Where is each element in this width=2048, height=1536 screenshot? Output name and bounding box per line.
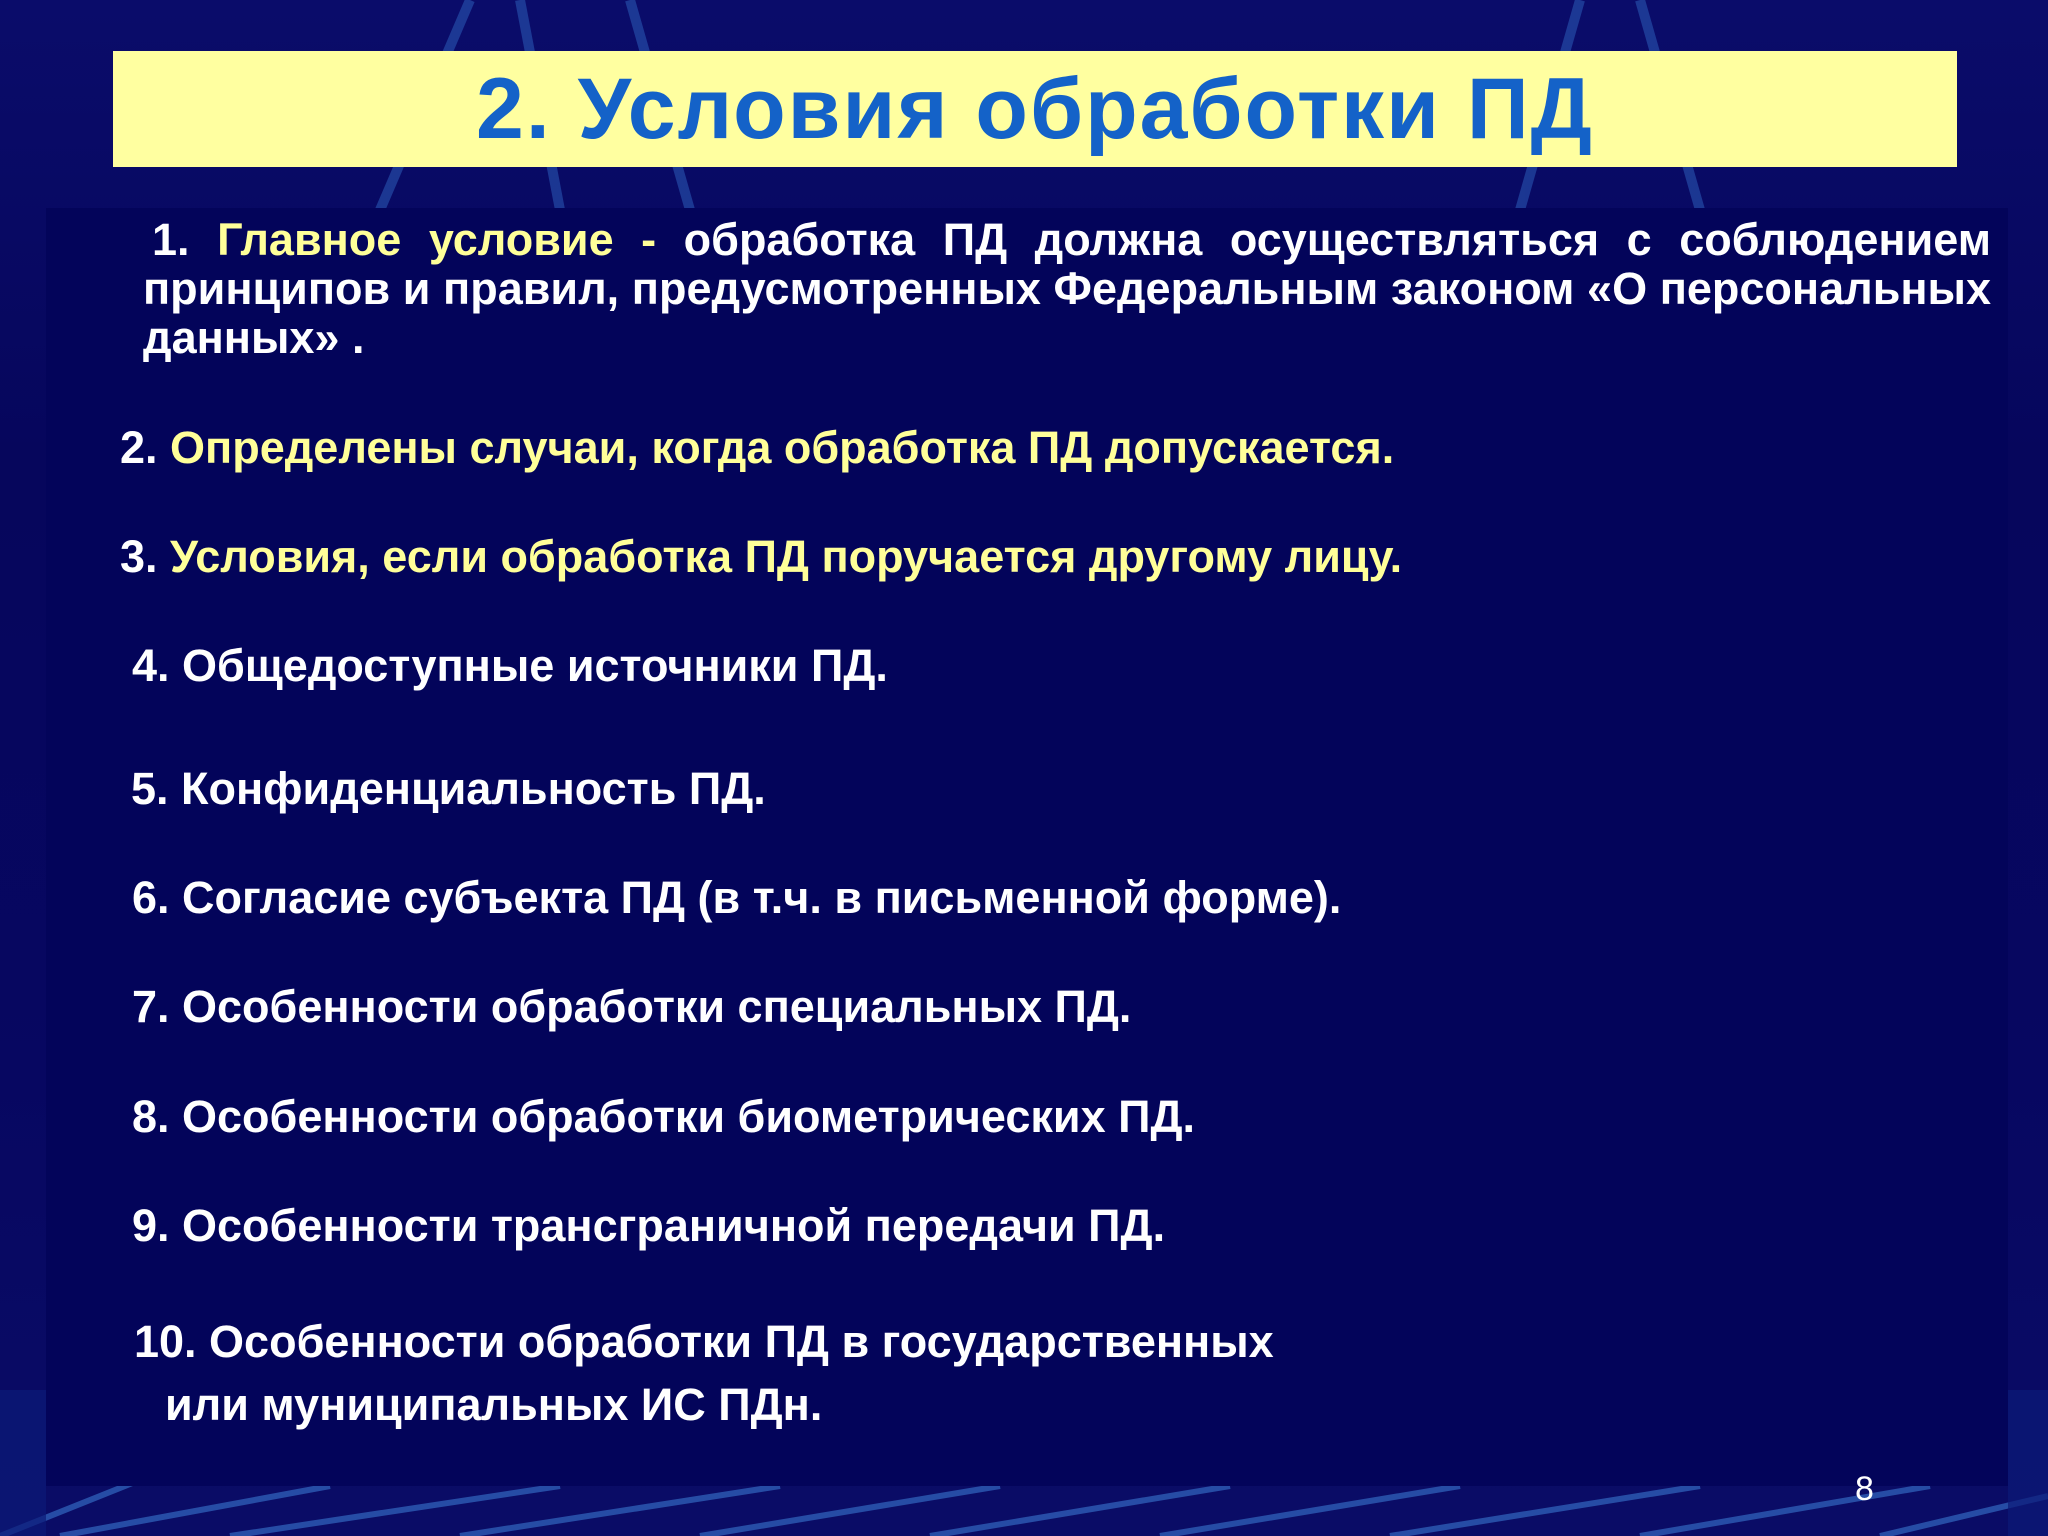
list-item-1 (143, 215, 1991, 362)
list-item-3 (120, 532, 1402, 581)
list-item-10 (134, 1317, 1274, 1429)
title-bar (113, 51, 1957, 167)
item-highlight: Определены случаи, когда обработка ПД допускается. (170, 422, 1395, 473)
item-number: 2. (120, 422, 158, 473)
list-item-5: 5. Конфиденциальность ПД. (131, 763, 766, 814)
list-item-7: 7. Особенности обработки специальных ПД. (132, 981, 1132, 1032)
item-line-1: 10. Особенности обработки ПД в государственных (134, 1316, 1274, 1367)
list-item-9: 9. Особенности трансграничной передачи ПД. (132, 1200, 1166, 1251)
list-item-2 (120, 423, 1394, 472)
item-number: 1. (152, 214, 190, 265)
item-number: 3. (120, 531, 158, 582)
content-panel (46, 208, 2008, 1486)
slide-title: 2. Условия обработки ПД (476, 60, 1594, 157)
list-item-8: 8. Особенности обработки биометрических ПД. (132, 1091, 1196, 1142)
list-item-6: 6. Согласие субъекта ПД (в т.ч. в письменной форме). (132, 872, 1342, 923)
item-highlight: Условия, если обработка ПД поручается другому лицу. (170, 531, 1403, 582)
item-text: обработка ПД должна осуществляться с соблюдением принципов и правил, предусмотренных Федеральным законом «О персональных данных» . (143, 214, 1991, 363)
slide-number: 8 (1855, 1470, 1874, 1508)
list-item-4: 4. Общедоступные источники ПД. (132, 640, 888, 691)
item-highlight: Главное условие - (217, 214, 657, 265)
item-line-2: или муниципальных ИС ПДн. (165, 1379, 823, 1430)
